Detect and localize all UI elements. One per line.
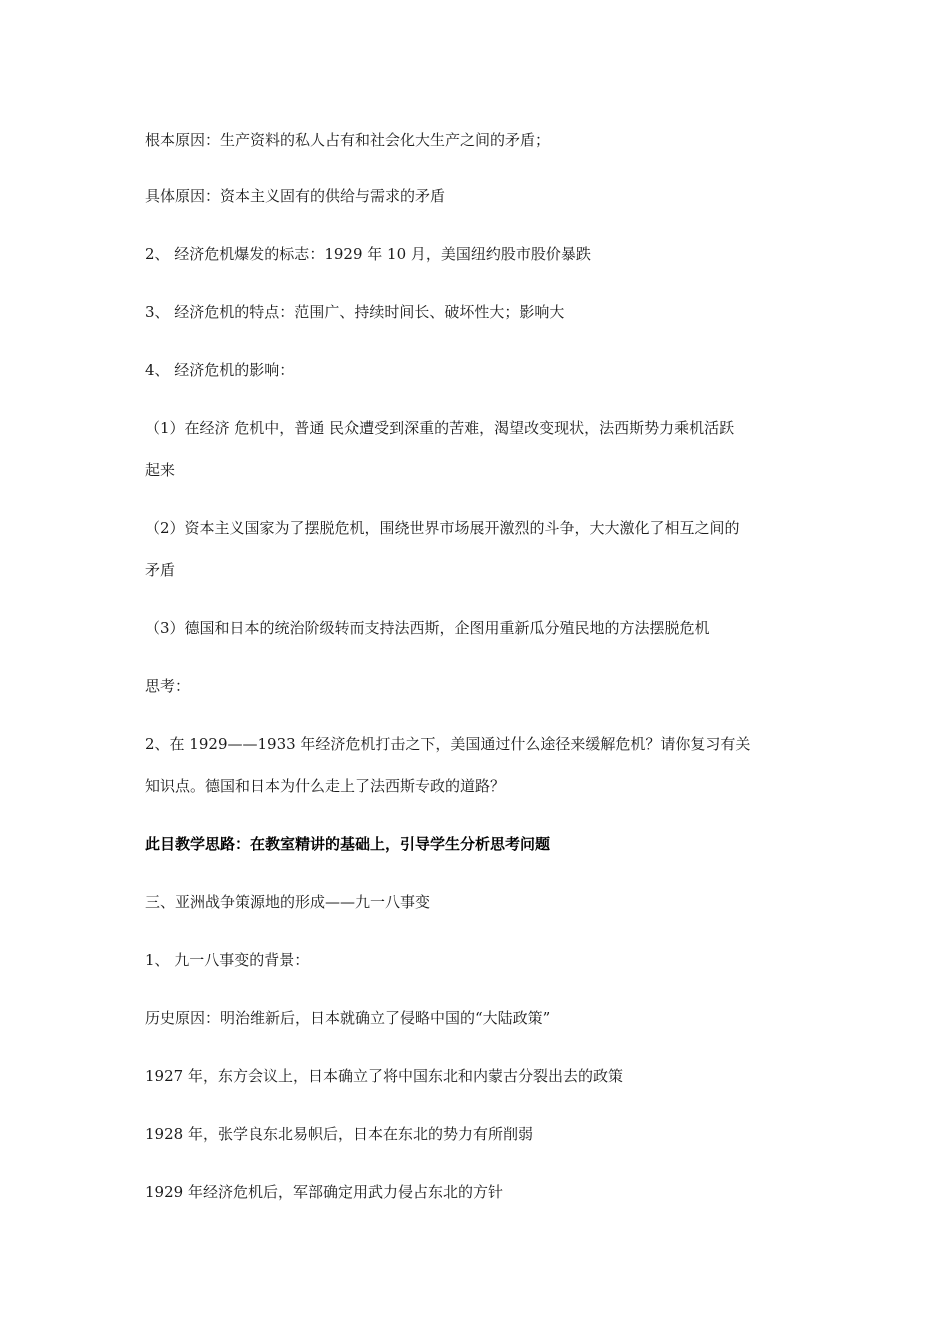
text-line-impact-1: （1）在经济 危机中，普通 民众遭受到深重的苦难，渴望改变现状，法西斯势力乘机活跃 — [145, 419, 735, 437]
text-line-think: 思考： — [145, 677, 191, 695]
text-line-crisis-features: 3、 经济危机的特点：范围广、持续时间长、破坏性大；影响大 — [145, 303, 565, 321]
text-line-specific-cause: 具体原因：资本主义固有的供给与需求的矛盾 — [145, 187, 446, 205]
text-line-crisis-outbreak: 2、 经济危机爆发的标志：1929 年 10 月，美国纽约股市股价暴跌 — [145, 245, 591, 263]
text-line-impact-1-cont: 起来 — [145, 461, 176, 479]
text-line-impact-2: （2）资本主义国家为了摆脱危机，围绕世界市场展开激烈的斗争，大大激化了相互之间的 — [145, 519, 740, 537]
text-line-1928: 1928 年，张学良东北易帜后，日本在东北的势力有所削弱 — [145, 1125, 533, 1143]
text-line-impact-2-cont: 矛盾 — [145, 561, 176, 579]
text-line-1929: 1929 年经济危机后，军部确定用武力侵占东北的方针 — [145, 1183, 503, 1201]
text-line-historical-cause: 历史原因：明治维新后，日本就确立了侵略中国的“大陆政策” — [145, 1009, 551, 1027]
text-line-1927: 1927 年，东方会议上，日本确立了将中国东北和内蒙古分裂出去的政策 — [145, 1067, 623, 1085]
text-line-question-cont: 知识点。德国和日本为什么走上了法西斯专政的道路？ — [145, 777, 506, 795]
section-heading-918: 三、亚洲战争策源地的形成——九一八事变 — [145, 893, 431, 911]
text-line-question: 2、在 1929——1933 年经济危机打击之下，美国通过什么途径来缓解危机？请你复习有关 — [145, 735, 751, 753]
text-line-crisis-impact: 4、 经济危机的影响： — [145, 361, 295, 379]
text-line-root-cause: 根本原因：生产资料的私人占有和社会化大生产之间的矛盾； — [145, 131, 551, 149]
text-line-impact-3: （3）德国和日本的统治阶级转而支持法西斯，企图用重新瓜分殖民地的方法摆脱危机 — [145, 619, 710, 637]
text-line-918-background: 1、 九一八事变的背景： — [145, 951, 310, 969]
text-line-teaching-idea: 此目教学思路：在教室精讲的基础上，引导学生分析思考问题 — [145, 835, 551, 853]
